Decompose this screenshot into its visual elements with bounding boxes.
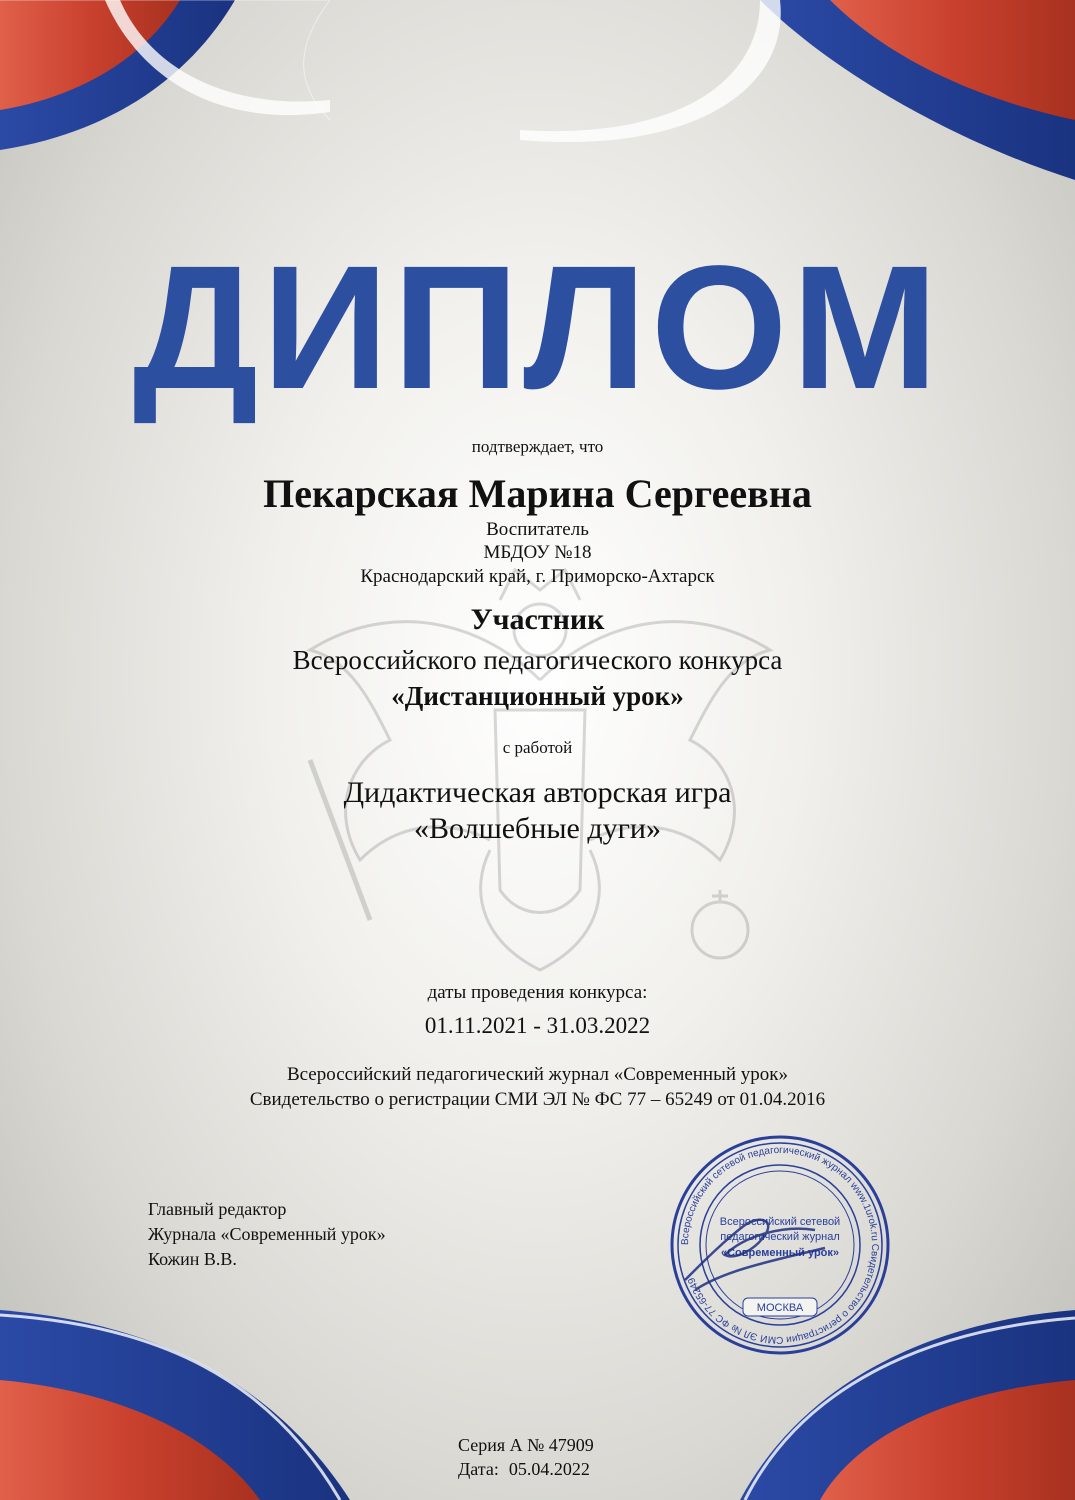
with-work-text: с работой (502, 738, 573, 757)
issue-date-label: Дата: (458, 1459, 499, 1479)
issue-date-row (458, 1457, 594, 1481)
serial-block (458, 1433, 594, 1481)
recipient-position: Воспитатель (486, 519, 589, 540)
editor-name: Кожин В.В. (148, 1249, 237, 1269)
editor-journal: Журнала «Современный урок» (148, 1224, 386, 1244)
editor-title: Главный редактор (148, 1199, 287, 1219)
issue-date-value: 05.04.2022 (508, 1459, 590, 1479)
stamp-center-line2: педагогический журнал (720, 1231, 840, 1243)
work-title-line1: Дидактическая авторская игра (343, 776, 732, 809)
recipient-location: Краснодарский край, г. Приморско-Ахтарск (360, 566, 715, 587)
journal-line: Всероссийский педагогический журнал «Современный урок» (286, 1064, 789, 1085)
official-stamp (665, 1130, 895, 1360)
work-title-line2: «Волшебные дуги» (414, 812, 661, 845)
recipient-organization: МБДОУ №18 (483, 542, 592, 563)
stamp-city: МОСКВА (756, 1302, 804, 1314)
contest-name: «Дистанционный урок» (391, 681, 684, 711)
contest-line: Всероссийского педагогического конкурса (292, 645, 783, 675)
confirms-text: подтверждает, что (471, 437, 604, 456)
registration-line: Свидетельство о регистрации СМИ ЭЛ № ФС 77 – 65249 от 01.04.2016 (249, 1089, 826, 1110)
stamp-ring-text: Всероссийский сетевой педагогический журнал www.1urok.ru Свидетельство о регистрации СМИ ЭЛ № ФС 77-65249 (679, 1144, 881, 1346)
editor-block (148, 1197, 386, 1272)
dates-value: 01.11.2021 - 31.03.2022 (424, 1013, 651, 1038)
recipient-name: Пекарская Марина Сергеевна (263, 471, 812, 516)
participant-status: Участник (470, 603, 605, 636)
series-number: Серия А № 47909 (458, 1435, 594, 1455)
dates-label: даты проведения конкурса: (427, 982, 648, 1003)
stamp-center-line1: Всероссийский сетевой (719, 1216, 841, 1228)
diploma-title: ДИПЛОМ (132, 230, 943, 426)
stamp-center-line3: «Современный урок» (720, 1247, 840, 1259)
